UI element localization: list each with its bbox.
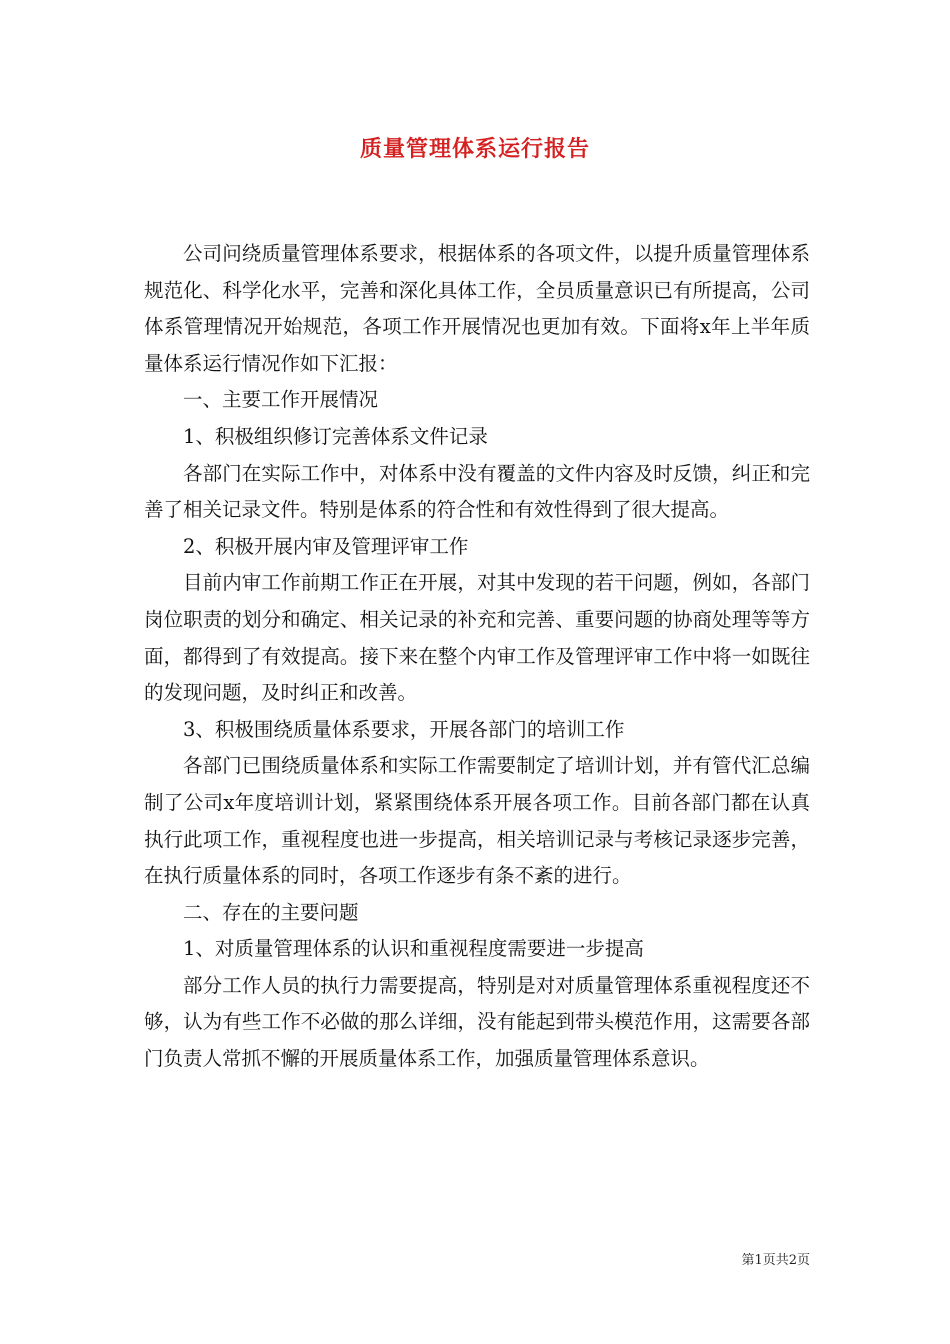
paragraph-awareness: 部分工作人员的执行力需要提高，特别是对对质量管理体系重视程度还不够，认为有些工作不必做的那么详细，没有能起到带头模范作用，这需要各部门负责人常抓不懈的开展质量体系工作，加强质量管理体系意识。 bbox=[144, 973, 810, 1071]
paragraph-revise-documents: 各部门在实际工作中，对体系中没有覆盖的文件内容及时反馈，纠正和完善了相关记录文件。特别是体系的符合性和有效性得到了很大提高。 bbox=[144, 461, 810, 522]
subheading-revise-documents: 1、积极组织修订完善体系文件记录 bbox=[183, 424, 488, 448]
subheading-training: 3、积极围绕质量体系要求，开展各部门的培训工作 bbox=[183, 717, 625, 741]
paragraph-internal-audit: 目前内审工作前期工作正在开展，对其中发现的若干问题，例如，各部门岗位职责的划分和确定、相关记录的补充和完善、重要问题的协商处理等等方面，都得到了有效提高。接下来在整个内审工作及管理评审工作中将一如既往的发现问题，及时纠正和改善。 bbox=[144, 571, 810, 705]
document-title: 质量管理体系运行报告 bbox=[359, 136, 590, 162]
section-heading-problems: 二、存在的主要问题 bbox=[183, 900, 359, 924]
subheading-internal-audit: 2、积极开展内审及管理评审工作 bbox=[183, 534, 469, 558]
section-heading-main-work: 一、主要工作开展情况 bbox=[183, 388, 379, 412]
document-body bbox=[144, 236, 810, 1078]
subheading-awareness: 1、对质量管理体系的认识和重视程度需要进一步提高 bbox=[183, 937, 644, 961]
paragraph-training: 各部门已围绕质量体系和实际工作需要制定了培训计划，并有管代汇总编制了公司x年度培训计划，紧紧围绕体系开展各项工作。目前各部门都在认真执行此项工作，重视程度也进一步提高，相关培训记录与考核记录逐步完善，在执行质量体系的同时，各项工作逐步有条不紊的进行。 bbox=[144, 754, 810, 888]
page-number-footer: 第1页共2页 bbox=[741, 1253, 810, 1268]
intro-paragraph: 公司问绕质量管理体系要求，根据体系的各项文件，以提升质量管理体系规范化、科学化水平，完善和深化具体工作，全员质量意识已有所提高，公司体系管理情况开始规范，各项工作开展情况也更加有效。下面将x年上半年质量体系运行情况作如下汇报： bbox=[144, 242, 810, 375]
